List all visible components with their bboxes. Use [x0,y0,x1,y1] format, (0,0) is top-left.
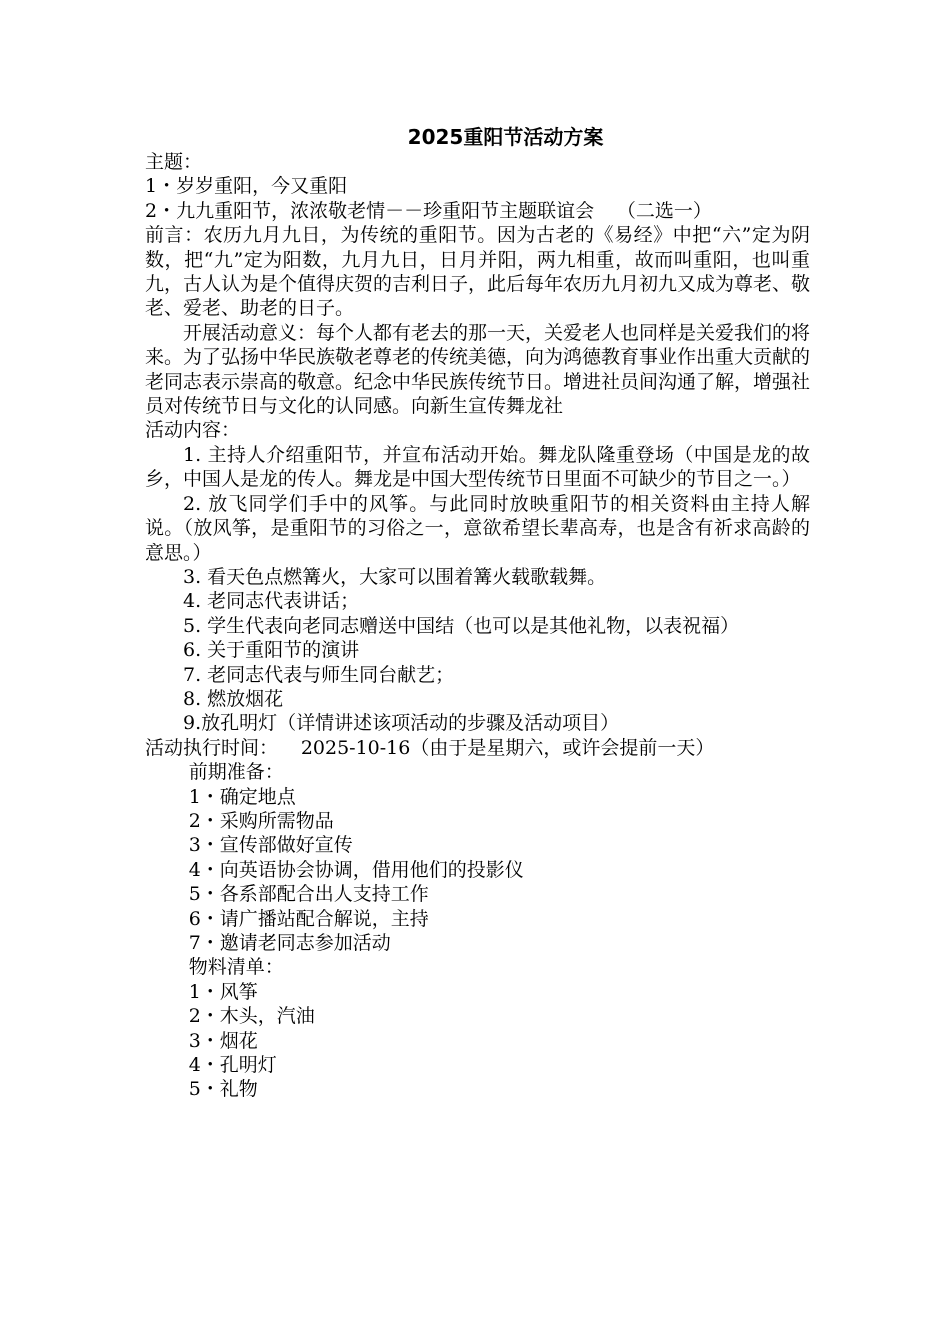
schedule-value: 2025-10-16（由于是星期六，或许会提前一天） [300,736,715,759]
preparation-item: 2・采购所需物品 [188,809,334,832]
document-title: 2025重阳节活动方案 [407,125,604,149]
preparation-label: 前期准备： [188,761,284,784]
content-item: 4. 老同志代表讲话； [183,590,360,613]
document-page [145,124,810,1102]
preparation-item: 5・各系部配合出人支持工作 [188,883,429,906]
schedule-line [145,736,810,760]
content-item: 7. 老同志代表与师生同台献艺； [183,663,455,686]
content-item: 8. 燃放烟花 [183,687,284,710]
content-item: 9.放孔明灯（详情讲述该项活动的步骤及活动项目） [183,712,620,735]
preparation-item: 6・请广播站配合解说，主持 [188,907,429,930]
materials-item: 2・木头，汽油 [188,1005,315,1028]
content-item: 3. 看天色点燃篝火，大家可以围着篝火载歌载舞。 [183,565,607,588]
materials-item: 4・孔明灯 [188,1054,277,1077]
theme-item-1: 1・岁岁重阳，今又重阳 [145,175,348,198]
theme-item-2-text: 2・九九重阳节，浓浓敬老情－－珍重阳节主题联谊会 [145,199,595,222]
content-item: 5. 学生代表向老同志赠送中国结（也可以是其他礼物，以表祝福） [183,614,740,637]
theme-choice-note: （二选一） [616,199,712,222]
significance-paragraph: 开展活动意义：每个人都有老去的那一天，关爱老人也同样是关爱我们的将来。为了弘扬中华民族敬老尊老的传统美德，向为鸿德教育事业作出重大贡献的老同志表示崇高的敬意。纪念中华民族传统节日。增进社员间沟通了解，增强社员对传统节日与文化的认同感。向新生宣传舞龙社 [145,321,811,418]
materials-item: 3・烟花 [188,1029,258,1052]
preparation-item: 3・宣传部做好宣传 [188,834,353,857]
preparation-item: 7・邀请老同志参加活动 [188,932,391,954]
schedule-label: 活动执行时间： [145,736,279,759]
materials-item: 5・礼物 [188,1078,258,1101]
theme-item-2 [145,199,810,223]
theme-label: 主题： [145,151,203,173]
content-item: 2. 放飞同学们手中的风筝。与此同时放映重阳节的相关资料由主持人解说。（放风筝，是重阳节的习俗之一，意欲希望长辈高寿，也是含有祈求高龄的意思。） [145,492,810,564]
content-label: 活动内容： [145,419,241,442]
content-item: 6. 关于重阳节的演讲 [183,639,360,662]
preface-paragraph: 前言：农历九月九日，为传统的重阳节。因为古老的《易经》中把“六”定为阴数，把“九”定为阳数，九月九日，日月并阳，两九相重，故而叫重阳，也叫重九，古人认为是个值得庆贺的吉利日子，此后每年农历九月初九又成为尊老、敬老、爱老、助老的日子。 [145,224,811,320]
preparation-item: 4・向英语协会协调，借用他们的投影仪 [188,858,524,881]
content-item: 1. 主持人介绍重阳节，并宣布活动开始。舞龙队隆重登场（中国是龙的故乡，中国人是龙的传人。舞龙是中国大型传统节日里面不可缺少的节目之一。） [145,443,810,491]
materials-label: 物料清单： [188,956,284,979]
preparation-item: 1・确定地点 [188,785,296,808]
materials-item: 1・风筝 [188,980,258,1003]
